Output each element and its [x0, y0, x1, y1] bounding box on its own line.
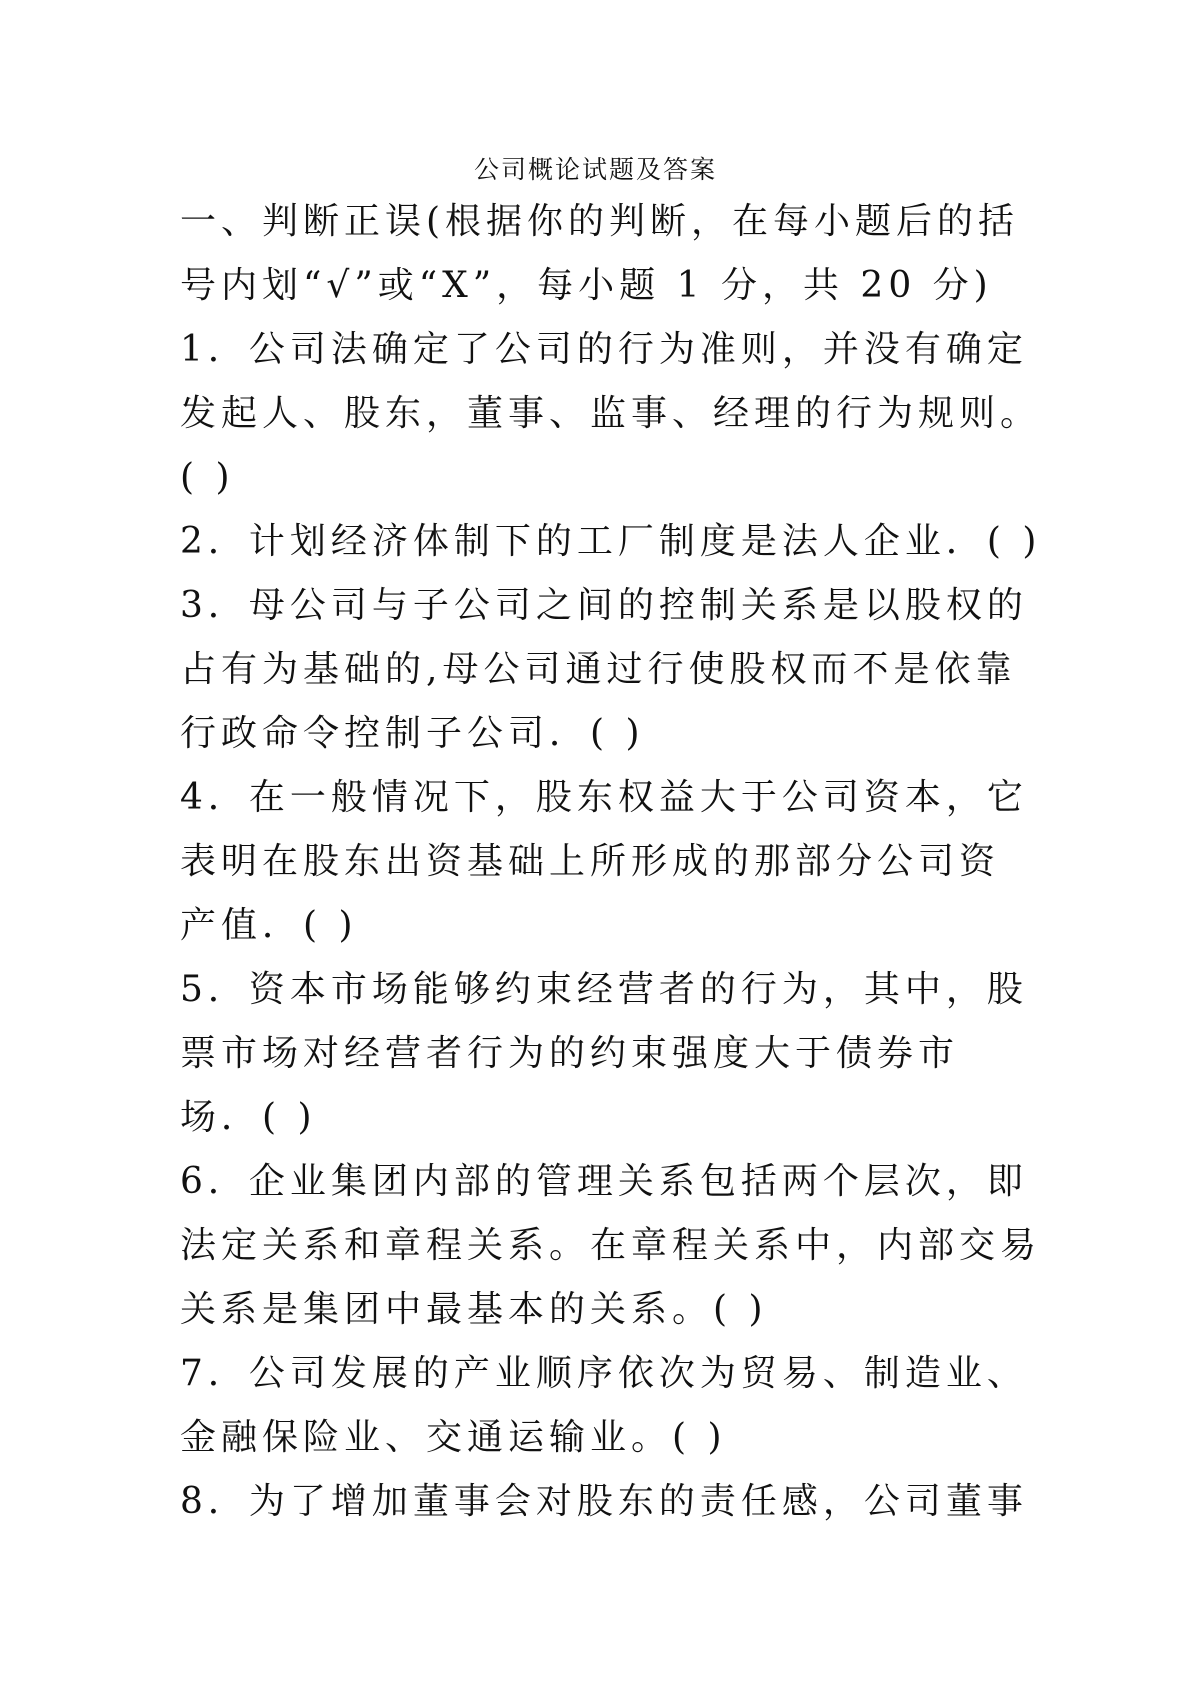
question-5-line: 场．( )	[180, 1097, 317, 1138]
question-6-line: 关系是集团中最基本的关系。( )	[180, 1289, 768, 1330]
question-7-line: 金融保险业、交通运输业。( )	[180, 1417, 727, 1458]
question-8-line: 8．为了增加董事会对股东的责任感，公司董事	[180, 1481, 1028, 1522]
document-title: 公司概论试题及答案	[473, 155, 717, 184]
question-3-line: 行政命令控制子公司．( )	[180, 713, 645, 754]
question-7-line: 7．公司发展的产业顺序依次为贸易、制造业、	[180, 1353, 1028, 1394]
question-6-line: 法定关系和章程关系。在章程关系中，内部交易	[180, 1225, 1042, 1266]
question-2-line: 2．计划经济体制下的工厂制度是法人企业．( )	[180, 521, 1042, 562]
question-3-line: 3．母公司与子公司之间的控制关系是以股权的	[180, 585, 1028, 626]
question-4-line: 产值．( )	[180, 905, 358, 946]
question-3-line: 占有为基础的,母公司通过行使股权而不是依靠	[180, 649, 1017, 690]
question-6-line: 6．企业集团内部的管理关系包括两个层次，即	[180, 1161, 1028, 1202]
question-1-line: 发起人、股东，董事、监事、经理的行为规则。	[180, 393, 1042, 434]
section-heading-line: 号内划“√”或“X”，每小题 1 分，共 20 分)	[180, 265, 993, 306]
question-5-line: 5．资本市场能够约束经营者的行为，其中，股	[180, 969, 1028, 1010]
question-4-line: 表明在股东出资基础上所形成的那部分公司资	[180, 841, 1001, 882]
question-1-line: 1．公司法确定了公司的行为准则，并没有确定	[180, 329, 1028, 370]
question-4-line: 4．在一般情况下，股东权益大于公司资本，它	[180, 777, 1028, 818]
document-body	[180, 190, 1042, 1534]
question-5-line: 票市场对经营者行为的约束强度大于债券市	[180, 1033, 960, 1074]
section-heading-line: 一、判断正误(根据你的判断，在每小题后的括	[180, 201, 1020, 242]
question-1-answer-blank: ( )	[180, 457, 235, 498]
